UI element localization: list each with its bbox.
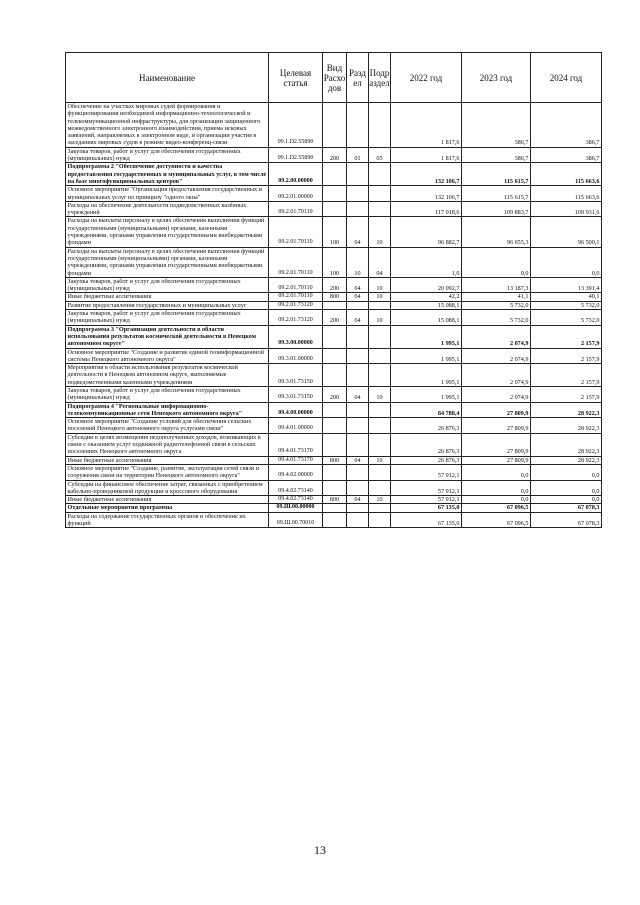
cell-podr — [369, 348, 391, 364]
table-row — [66, 496, 602, 504]
cell-name: Отдельные мероприятия программы — [66, 504, 269, 512]
cell-name: Расходы на содержание государственных органов и обеспечение их функций — [66, 512, 269, 528]
cell-razd — [347, 402, 369, 418]
cell-2023: 5 732,0 — [462, 310, 531, 326]
cell-2023: 0,0 — [462, 480, 531, 496]
cell-name: Мероприятия в области использования результатов космической деятельности в Ненецком автономном округе, выполняемые подведомственными казенными учреждениями — [66, 364, 269, 387]
cell-2023: 2 074,9 — [462, 325, 531, 348]
cell-podr — [369, 504, 391, 512]
cell-2024: 0,0 — [531, 464, 602, 480]
cell-razd — [347, 464, 369, 480]
cell-code: 09.3.00.00000 — [269, 325, 323, 348]
cell-razd: 04 — [347, 456, 369, 464]
cell-razd: 04 — [347, 310, 369, 326]
cell-vid — [323, 418, 347, 434]
cell-podr — [369, 186, 391, 202]
table-row — [66, 247, 602, 277]
cell-2023: 5 732,0 — [462, 301, 531, 309]
cell-podr — [369, 301, 391, 309]
cell-2024: 0,0 — [531, 480, 602, 496]
cell-vid — [323, 103, 347, 148]
cell-razd: 04 — [347, 217, 369, 247]
table-row — [66, 277, 602, 293]
cell-2023: 27 809,9 — [462, 456, 531, 464]
cell-2022: 1 995,1 — [391, 386, 462, 402]
cell-razd — [347, 504, 369, 512]
table-row — [66, 418, 602, 434]
cell-2023: 2 074,9 — [462, 386, 531, 402]
table-row — [66, 512, 602, 528]
cell-vid: 100 — [323, 247, 347, 277]
cell-2022: 26 876,3 — [391, 418, 462, 434]
cell-razd: 10 — [347, 247, 369, 277]
table-row — [66, 348, 602, 364]
cell-2023: 0,0 — [462, 247, 531, 277]
cell-2024: 109 931,6 — [531, 201, 602, 217]
cell-code: 09.1.D2.55890 — [269, 103, 323, 148]
cell-2024: 386,7 — [531, 103, 602, 148]
cell-podr: 10 — [369, 277, 391, 293]
cell-podr: 05 — [369, 147, 391, 163]
cell-2022: 67 135,0 — [391, 504, 462, 512]
cell-podr: 10 — [369, 310, 391, 326]
header-name: Наименование — [66, 53, 269, 103]
cell-podr — [369, 103, 391, 148]
cell-vid — [323, 402, 347, 418]
cell-name: Обеспечение на участках мировых судей формирования и функционирования необходимой информационно-технологической и телекоммуникационной инфраструктуры, для организации защищенного межведомственного электронного взаимодействия, приема исковых заявлений, направляемых в электронном виде, и организации участия в заседаниях мировых судов в режиме видео-конференц-связи — [66, 103, 269, 148]
cell-2024: 13 391,4 — [531, 277, 602, 293]
cell-vid — [323, 504, 347, 512]
cell-razd — [347, 512, 369, 528]
table-row — [66, 293, 602, 301]
header-code: Целевая статья — [269, 53, 323, 103]
cell-name: Субсидии в целях возмещения недополученных доходов, возникающих в связи с оказанием услуг подвижной радиотелефонной связи в сельских поселениях Ненецкого автономного округа — [66, 433, 269, 456]
table-body — [66, 103, 602, 528]
cell-name: Подпрограмма 3 "Организация деятельности в области использования результатов космической деятельности в Ненецком автономном округе" — [66, 325, 269, 348]
cell-vid — [323, 301, 347, 309]
cell-code: 09.4.02.00000 — [269, 464, 323, 480]
cell-2022: 57 912,1 — [391, 496, 462, 504]
cell-vid: 200 — [323, 147, 347, 163]
cell-podr — [369, 364, 391, 387]
cell-code: 09.Ш.00.70010 — [269, 512, 323, 528]
header-2022: 2022 год — [391, 53, 462, 103]
cell-2023: 386,7 — [462, 103, 531, 148]
table-row — [66, 464, 602, 480]
cell-code: 09.4.02.73140 — [269, 496, 323, 504]
cell-2024: 5 732,0 — [531, 310, 602, 326]
cell-code: 09.4.01.00000 — [269, 418, 323, 434]
cell-vid: 200 — [323, 310, 347, 326]
table-row — [66, 310, 602, 326]
table-row — [66, 163, 602, 186]
cell-2022: 96 882,7 — [391, 217, 462, 247]
cell-name: Субсидии на финансовое обеспечение затрат, связанных с приобретением кабельно-проводниковой продукции и кроссового оборудования — [66, 480, 269, 496]
cell-podr — [369, 512, 391, 528]
budget-table — [65, 52, 602, 528]
cell-2023: 67 096,5 — [462, 512, 531, 528]
table-row — [66, 147, 602, 163]
cell-2024: 2 157,9 — [531, 364, 602, 387]
cell-podr — [369, 402, 391, 418]
table-row — [66, 480, 602, 496]
cell-razd: 04 — [347, 277, 369, 293]
table-row — [66, 201, 602, 217]
cell-podr — [369, 163, 391, 186]
cell-vid — [323, 433, 347, 456]
cell-podr: 10 — [369, 496, 391, 504]
cell-name: Основное мероприятие "Создание, развитие, эксплуатация сетей связи и сооружения связи на территории Ненецкого автономного округа" — [66, 464, 269, 480]
cell-razd: 04 — [347, 293, 369, 301]
cell-2024: 28 922,3 — [531, 433, 602, 456]
header-podr: Подр аздел — [369, 53, 391, 103]
cell-podr — [369, 325, 391, 348]
cell-code: 09.4.01.73170 — [269, 456, 323, 464]
header-razd: Разд ел — [347, 53, 369, 103]
cell-razd — [347, 480, 369, 496]
cell-2022: 132 106,7 — [391, 163, 462, 186]
cell-code: 09.2.01.70110 — [269, 201, 323, 217]
table-row — [66, 186, 602, 202]
cell-vid: 100 — [323, 217, 347, 247]
table-row — [66, 103, 602, 148]
cell-code: 09.4.02.73140 — [269, 480, 323, 496]
cell-vid: 800 — [323, 456, 347, 464]
cell-2023: 115 615,7 — [462, 186, 531, 202]
cell-razd — [347, 364, 369, 387]
cell-2022: 57 912,1 — [391, 464, 462, 480]
cell-podr: 10 — [369, 217, 391, 247]
cell-vid — [323, 186, 347, 202]
cell-2023: 41,1 — [462, 293, 531, 301]
cell-podr: 10 — [369, 293, 391, 301]
table-row — [66, 456, 602, 464]
cell-podr — [369, 418, 391, 434]
header-2023: 2023 год — [462, 53, 531, 103]
cell-vid — [323, 201, 347, 217]
cell-2023: 109 883,7 — [462, 201, 531, 217]
cell-vid — [323, 163, 347, 186]
cell-name: Основное мероприятие "Создание условий для обеспечения сельских поселений Ненецкого автономного округа услугами связи" — [66, 418, 269, 434]
cell-2022: 1 995,1 — [391, 364, 462, 387]
cell-podr — [369, 480, 391, 496]
cell-vid: 200 — [323, 277, 347, 293]
cell-code: 09.4.00.00000 — [269, 402, 323, 418]
cell-vid — [323, 464, 347, 480]
cell-2023: 27 809,9 — [462, 433, 531, 456]
table-row — [66, 433, 602, 456]
cell-2024: 28 922,3 — [531, 456, 602, 464]
cell-2022: 1 995,1 — [391, 348, 462, 364]
cell-name: Иные бюджетные ассигнования — [66, 456, 269, 464]
cell-podr: 10 — [369, 386, 391, 402]
table-header-row — [66, 53, 602, 103]
cell-2022: 26 876,3 — [391, 433, 462, 456]
table-row — [66, 364, 602, 387]
cell-2024: 96 500,1 — [531, 217, 602, 247]
cell-2022: 1,0 — [391, 247, 462, 277]
page-number: 13 — [314, 843, 326, 857]
cell-code: 09.2.00.00000 — [269, 163, 323, 186]
cell-code: 09.1.D2.55890 — [269, 147, 323, 163]
cell-2022: 15 088,1 — [391, 301, 462, 309]
cell-razd: 04 — [347, 386, 369, 402]
cell-podr — [369, 201, 391, 217]
cell-2023: 0,0 — [462, 464, 531, 480]
cell-2022: 1 817,6 — [391, 147, 462, 163]
cell-razd — [347, 163, 369, 186]
cell-2024: 28 922,3 — [531, 402, 602, 418]
cell-2023: 2 074,9 — [462, 364, 531, 387]
cell-code: 09.2.01.70110 — [269, 217, 323, 247]
table-row — [66, 402, 602, 418]
cell-vid — [323, 325, 347, 348]
cell-2023: 115 615,7 — [462, 163, 531, 186]
cell-vid — [323, 364, 347, 387]
table-row — [66, 325, 602, 348]
cell-2022: 67 135,0 — [391, 512, 462, 528]
cell-name: Закупка товаров, работ и услуг для обеспечения государственных (муниципальных) нужд — [66, 386, 269, 402]
cell-2024: 2 157,9 — [531, 386, 602, 402]
cell-name: Основное мероприятие "Создание и развитие единой геоинформационной системы Ненецкого автономного округа" — [66, 348, 269, 364]
table-row — [66, 217, 602, 247]
cell-code: 09.3.01.73150 — [269, 364, 323, 387]
cell-razd: 04 — [347, 496, 369, 504]
cell-2023: 27 809,9 — [462, 418, 531, 434]
cell-2024: 2 157,9 — [531, 325, 602, 348]
cell-2024: 115 663,6 — [531, 186, 602, 202]
cell-razd — [347, 301, 369, 309]
cell-2023: 27 809,9 — [462, 402, 531, 418]
cell-razd — [347, 186, 369, 202]
cell-name: Иные бюджетные ассигнования — [66, 293, 269, 301]
cell-name: Подпрограмма 2 "Обеспечение доступности и качества предоставления государственных и муниципальных услуг, в том числе на базе многофункциональных центров" — [66, 163, 269, 186]
cell-name: Иные бюджетные ассигнования — [66, 496, 269, 504]
cell-2024: 386,7 — [531, 147, 602, 163]
cell-name: Расходы на выплаты персоналу в целях обеспечения выполнения функций государственными (муниципальными) органами, казенными учреждениями, органами управления государственными внебюджетными фондами — [66, 217, 269, 247]
cell-name: Подпрограмма 4 "Региональные информационно-телекоммуникационные сети Ненецкого автономного округа" — [66, 402, 269, 418]
cell-2023: 13 187,3 — [462, 277, 531, 293]
cell-name: Закупка товаров, работ и услуг для обеспечения государственных (муниципальных) нужд — [66, 277, 269, 293]
cell-razd — [347, 433, 369, 456]
cell-2024: 115 663,6 — [531, 163, 602, 186]
cell-code: 09.2.01.73120 — [269, 301, 323, 309]
cell-2023: 2 074,9 — [462, 348, 531, 364]
cell-razd — [347, 348, 369, 364]
cell-razd — [347, 103, 369, 148]
cell-code: 09.2.01.70110 — [269, 277, 323, 293]
cell-2024: 2 157,9 — [531, 348, 602, 364]
cell-code: 09.3.01.00000 — [269, 348, 323, 364]
cell-code: 09.2.01.70110 — [269, 293, 323, 301]
cell-2022: 57 912,1 — [391, 480, 462, 496]
cell-name: Расходы на обеспечение деятельности подведомственных казённых учреждений — [66, 201, 269, 217]
table-row — [66, 301, 602, 309]
cell-code: 09.2.01.70110 — [269, 247, 323, 277]
header-2024: 2024 год — [531, 53, 602, 103]
cell-2022: 26 876,3 — [391, 456, 462, 464]
cell-vid: 200 — [323, 386, 347, 402]
cell-code: 09.Ш.00.00000 — [269, 504, 323, 512]
cell-name: Расходы на выплаты персоналу в целях обеспечения выполнения функций государственными (муниципальными) органами, казенными учреждениями, органами управления государственными внебюджетными фондами — [66, 247, 269, 277]
cell-2022: 84 788,4 — [391, 402, 462, 418]
cell-2024: 0,0 — [531, 496, 602, 504]
cell-name: Закупка товаров, работ и услуг для обеспечения государственных (муниципальных) нужд — [66, 147, 269, 163]
cell-2022: 117 018,6 — [391, 201, 462, 217]
table-row — [66, 504, 602, 512]
cell-name: Основное мероприятие "Организация предоставления государственных и муниципальных услуг по принципу "одного окна" — [66, 186, 269, 202]
cell-2024: 5 732,0 — [531, 301, 602, 309]
cell-2024: 28 922,3 — [531, 418, 602, 434]
cell-2022: 42,2 — [391, 293, 462, 301]
cell-2023: 386,7 — [462, 147, 531, 163]
cell-vid: 800 — [323, 496, 347, 504]
cell-code: 09.2.01.73120 — [269, 310, 323, 326]
cell-razd: 01 — [347, 147, 369, 163]
cell-podr: 04 — [369, 247, 391, 277]
cell-code: 09.3.01.73150 — [269, 386, 323, 402]
cell-vid: 800 — [323, 293, 347, 301]
cell-2023: 67 096,5 — [462, 504, 531, 512]
header-vid: Вид Расхо дов — [323, 53, 347, 103]
cell-code: 09.2.01.00000 — [269, 186, 323, 202]
cell-razd — [347, 201, 369, 217]
cell-podr: 10 — [369, 456, 391, 464]
cell-vid — [323, 348, 347, 364]
cell-2024: 67 078,3 — [531, 512, 602, 528]
cell-razd — [347, 325, 369, 348]
cell-podr — [369, 464, 391, 480]
cell-2023: 0,0 — [462, 496, 531, 504]
cell-name: Развитие предоставления государственных и муниципальных услуг — [66, 301, 269, 309]
cell-2024: 0,0 — [531, 247, 602, 277]
cell-vid — [323, 512, 347, 528]
cell-2022: 1 817,6 — [391, 103, 462, 148]
table-row — [66, 386, 602, 402]
cell-vid — [323, 480, 347, 496]
cell-2023: 96 655,3 — [462, 217, 531, 247]
cell-name: Закупка товаров, работ и услуг для обеспечения государственных (муниципальных) нужд — [66, 310, 269, 326]
cell-podr — [369, 433, 391, 456]
cell-razd — [347, 418, 369, 434]
cell-code: 09.4.01.73170 — [269, 433, 323, 456]
cell-2022: 1 995,1 — [391, 325, 462, 348]
cell-2024: 67 078,3 — [531, 504, 602, 512]
cell-2022: 15 088,1 — [391, 310, 462, 326]
cell-2022: 132 106,7 — [391, 186, 462, 202]
cell-2022: 20 092,7 — [391, 277, 462, 293]
cell-2024: 40,1 — [531, 293, 602, 301]
